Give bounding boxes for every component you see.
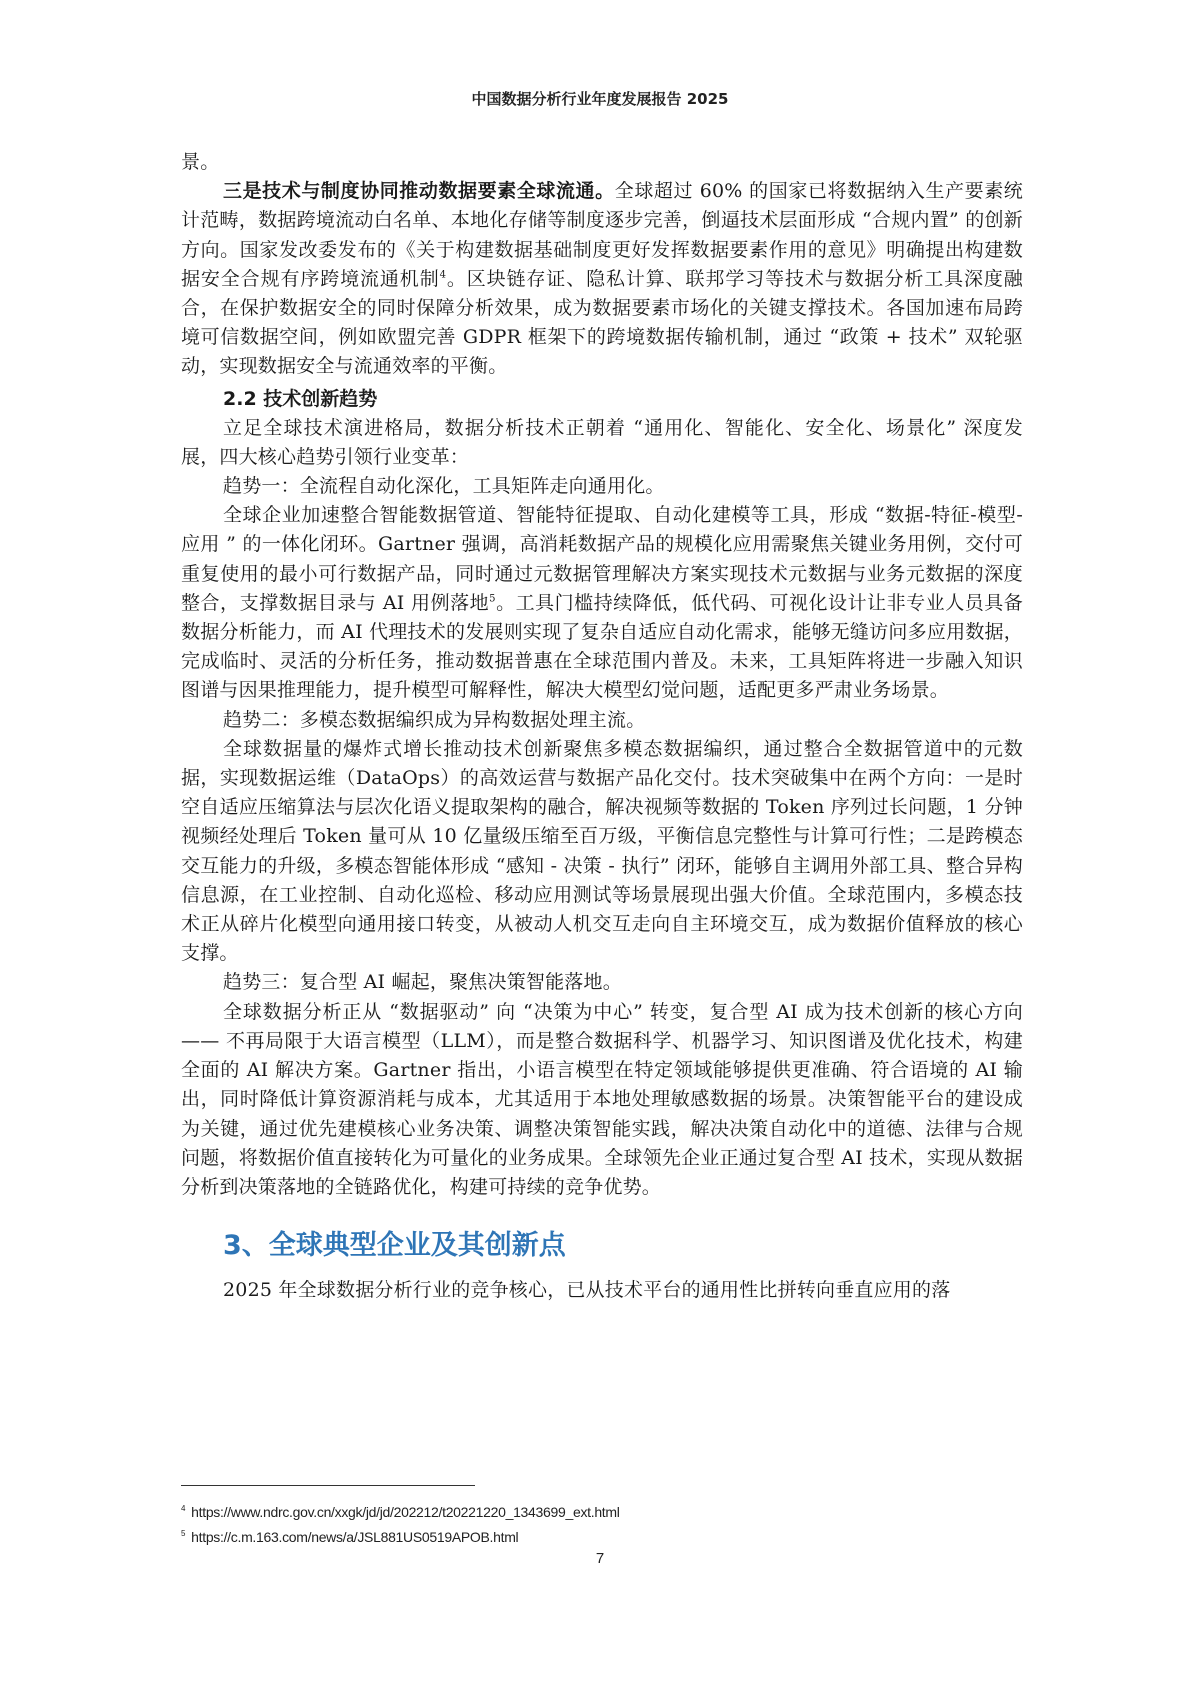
paragraph-global-data-flow xyxy=(181,177,1023,381)
section-intro: 立足全球技术演进格局，数据分析技术正朝着 “通用化、智能化、安全化、场景化” 深度发展，四大核心趋势引领行业变革： xyxy=(181,416,1023,468)
paragraph-lead: 三是技术与制度协同推动数据要素全球流通。 xyxy=(223,180,615,203)
footnote-5 xyxy=(181,1525,620,1550)
trend-1-paragraph xyxy=(181,501,1023,705)
paragraph-text: 全球企业加速整合智能数据管道、智能特征提取、自动化建模等工具，形成 “数据-特征-模型-应用 ” 的一体化闭环。Gartner 强调，高消耗数据产品的规模化应用需聚焦关键业务用例，交付可重复使用的最小可行数据产品，同时通过元数据管理解决方案实现技术元数据与业务元数据的深度整合，支撑数据目录与 AI 用例落地 xyxy=(181,504,1023,614)
running-header: 中国数据分析行业年度发展报告 2025 xyxy=(471,90,729,108)
footnote-link[interactable]: https://www.ndrc.gov.cn/xxgk/jd/jd/202212/t20221220_1343699_ext.html xyxy=(191,1504,620,1520)
footnote-link[interactable]: https://c.m.163.com/news/a/JSL881US0519APOB.html xyxy=(191,1529,519,1545)
footnote-number: 5 xyxy=(181,1529,186,1539)
trend-1-title: 趋势一：全流程自动化深化，工具矩阵走向通用化。 xyxy=(223,475,665,498)
continuation-text: 景。 xyxy=(181,151,220,173)
section-heading-2-2: 2.2 技术创新趋势 xyxy=(223,387,378,410)
trend-2-paragraph: 全球数据量的爆炸式增长推动技术创新聚焦多模态数据编织，通过整合全数据管道中的元数据，实现数据运维（DataOps）的高效运营与数据产品化交付。技术突破集中在两个方向：一是时空自适应压缩算法与层次化语义提取架构的融合，解决视频等数据的 Token 序列过长问题，1 分钟视频经处理后 Token 量可从 10 亿量级压缩至百万级，平衡信息完整性与计算可行性；二是跨模态交互能力的升级，多模态智能体形成 “感知 - 决策 - 执行” 闭环，能够自主调用外部工具、整合异构信息源，在工业控制、自动化巡检、移动应用测试等场景展现出强大价值。全球范围内，多模态技术正从碎片化模型向通用接口转变，从被动人机交互走向自主环境交互，成为数据价值释放的核心支撑。 xyxy=(181,737,1023,965)
footnote-4 xyxy=(181,1500,620,1525)
trend-3-paragraph: 全球数据分析正从 “数据驱动” 向 “决策为中心” 转变，复合型 AI 成为技术创新的核心方向 —— 不再局限于大语言模型（LLM），而是整合数据科学、机器学习、知识图谱及优化技术，构建全面的 AI 解决方案。Gartner 指出，小语言模型在特定领域能够提供更准确、符合语境的 AI 输出，同时降低计算资源消耗与成本，尤其适用于本地处理敏感数据的场景。决策智能平台的建设成为关键，通过优先建模核心业务决策、调整决策智能实践，解决决策自动化中的道德、法律与合规问题，将数据价值直接转化为可量化的业务成果。全球领先企业正通过复合型 AI 技术，实现从数据分析到决策落地的全链路优化，构建可持续的竞争优势。 xyxy=(181,1000,1023,1198)
section-3-intro: 2025 年全球数据分析行业的竞争核心，已从技术平台的通用性比拼转向垂直应用的落 xyxy=(223,1279,951,1302)
section-heading-3: 3、全球典型企业及其创新点 xyxy=(223,1230,566,1262)
footnotes xyxy=(181,1500,620,1550)
footnote-ref-5[interactable]: 5 xyxy=(489,593,496,605)
footnote-divider xyxy=(181,1485,475,1486)
paragraph-text: 。工具门槛持续降低，低代码、可视化设计让非专业人员具备数据分析能力，而 AI 代理技术的发展则实现了复杂自适应自动化需求，能够无缝访问多应用数据，完成临时、灵活的分析任务，推动数据普惠在全球范围内普及。未来，工具矩阵将进一步融入知识图谱与因果推理能力，提升模型可解释性，解决大模型幻觉问题，适配更多严肃业务场景。 xyxy=(181,591,1023,702)
trend-3-title: 趋势三：复合型 AI 崛起，聚焦决策智能落地。 xyxy=(223,971,622,994)
footnote-number: 4 xyxy=(181,1504,186,1514)
page-number: 7 xyxy=(595,1550,605,1567)
page-body xyxy=(181,148,1023,1305)
footnote-ref-4[interactable]: 4 xyxy=(439,269,447,281)
paragraph-text: 全球超过 60% 的国家已将数据纳入生产要素统计范畴，数据跨境流动白名单、本地化存储等制度逐步完善，倒逼技术层面形成 “合规内置” 的创新方向。国家发改委发布的《关于构建数据基础制度更好发挥数据要素作用的意见》明确提出构建数据安全合规有序跨境流通机制 xyxy=(181,180,1023,290)
paragraph-text: 。区块链存证、隐私计算、联邦学习等技术与数据分析工具深度融合，在保护数据安全的同时保障分析效果，成为数据要素市场化的关键支撑技术。各国加速布局跨境可信数据空间，例如欧盟完善 GDPR 框架下的跨境数据传输机制，通过 “政策 + 技术” 双轮驱动，实现数据安全与流通效率的平衡。 xyxy=(181,267,1023,378)
trend-2-title: 趋势二：多模态数据编织成为异构数据处理主流。 xyxy=(223,708,646,731)
